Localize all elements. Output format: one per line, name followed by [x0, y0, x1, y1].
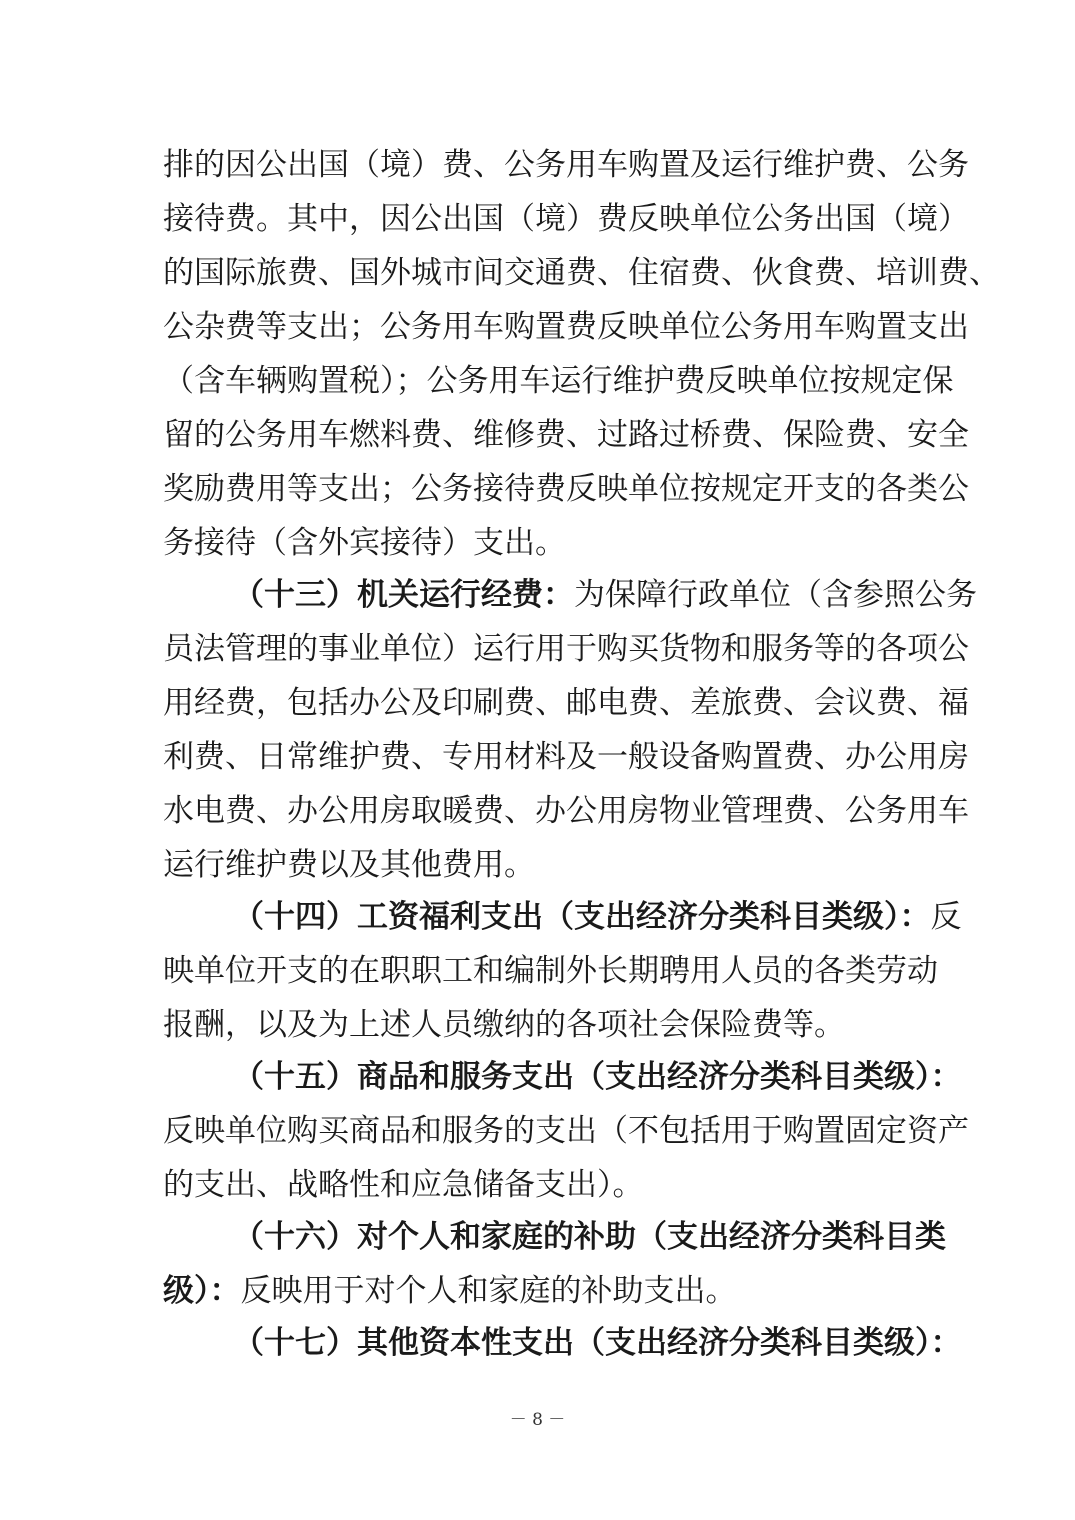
body-line: 接待费。其中，因公出国（境）费反映单位公务出国（境） [163, 201, 969, 237]
section-15-line [233, 1057, 962, 1097]
section-16-heading-cont: 级）： [163, 1273, 241, 1309]
body-line: 奖励费用等支出；公务接待费反映单位按规定开支的各类公 [163, 471, 969, 507]
body-line: 用经费，包括办公及印刷费、邮电费、差旅费、会议费、福 [163, 685, 969, 721]
section-14-heading: （十四）工资福利支出（支出经济分类科目类级）： [233, 899, 931, 935]
body-line: 水电费、办公用房取暖费、办公用房物业管理费、公务用车 [163, 793, 969, 829]
section-13-text: 为保障行政单位（含参照公务 [574, 577, 977, 613]
body-line: （含车辆购置税）；公务用车运行维护费反映单位按规定保 [163, 363, 954, 399]
page-number: － 8 － [509, 1410, 566, 1430]
body-line: 务接待（含外宾接待）支出。 [163, 525, 566, 561]
section-14-line [233, 897, 962, 937]
body-line: 留的公务用车燃料费、维修费、过路过桥费、保险费、安全 [163, 417, 969, 453]
section-16-line [233, 1217, 946, 1257]
section-14-text: 反 [930, 899, 962, 935]
body-line: 的国际旅费、国外城市间交通费、住宿费、伙食费、培训费、 [163, 255, 1000, 291]
section-16-line-2 [163, 1271, 923, 1311]
body-line: 的支出、战略性和应急储备支出）。 [163, 1167, 644, 1203]
section-17-heading: （十七）其他资本性支出（支出经济分类科目类级）： [233, 1325, 962, 1361]
section-15-heading: （十五）商品和服务支出（支出经济分类科目类级）： [233, 1059, 962, 1095]
body-line: 利费、日常维护费、专用材料及一般设备购置费、办公用房 [163, 739, 969, 775]
body-line: 反映单位购买商品和服务的支出（不包括用于购置固定资产 [163, 1113, 969, 1149]
body-line: 映单位开支的在职职工和编制外长期聘用人员的各类劳动 [163, 953, 938, 989]
body-line: 运行维护费以及其他费用。 [163, 847, 535, 883]
body-line: 报酬，以及为上述人员缴纳的各项社会保险费等。 [163, 1007, 845, 1043]
section-13-line [233, 575, 977, 615]
section-16-heading: （十六）对个人和家庭的补助（支出经济分类科目类 [233, 1219, 946, 1255]
section-17-line [233, 1323, 962, 1363]
body-line: 排的因公出国（境）费、公务用车购置及运行维护费、公务 [163, 147, 969, 183]
section-16-text: 反映用于对个人和家庭的补助支出。 [240, 1273, 737, 1309]
body-line: 员法管理的事业单位）运行用于购买货物和服务等的各项公 [163, 631, 969, 667]
section-13-heading: （十三）机关运行经费： [233, 577, 574, 613]
body-line: 公杂费等支出；公务用车购置费反映单位公务用车购置支出 [163, 309, 969, 345]
